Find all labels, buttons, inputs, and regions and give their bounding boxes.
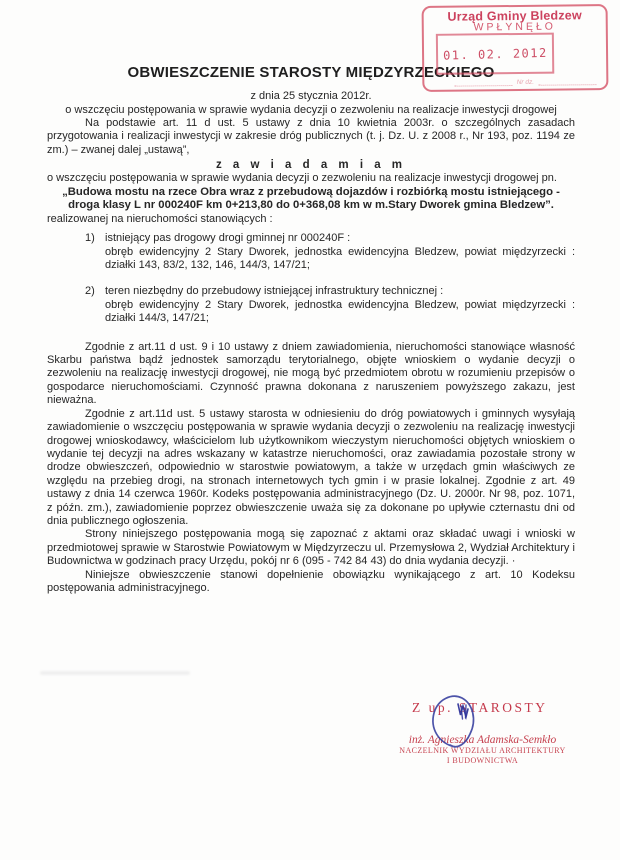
list-item-detail: obręb ewidencyjny 2 Stary Dworek, jednostka ewidencyjna Bledzew, powiat międzyrzecki : działki 143, 83/2, 132, 146, 144/3, 147/21; — [105, 245, 575, 272]
handwritten-signature — [425, 692, 489, 754]
stamp-received-label: WPŁYNĘŁO — [473, 20, 557, 34]
stamp-dotted-line — [538, 79, 596, 86]
list-item — [47, 232, 575, 272]
stamp-reference-label: Nr dz. — [516, 78, 535, 86]
paragraph: Niniejsze obwieszczenie stanowi dopełnienie obowiązku wynikającego z art. 10 Kodeksu postępowania administracyjnego. — [47, 568, 575, 594]
stamp-dotted-line — [454, 80, 512, 87]
list-item-head: istniejący pas drogowy drogi gminnej nr 000240F : — [105, 232, 351, 245]
signatory-name: inż. Agnieszka Adamska-Semkło — [408, 734, 557, 746]
project-title-line-2: droga klasy L nr 000240F km 0+213,80 do 0+368,08 km w m.Stary Dworek gmina Bledzew”. — [68, 199, 554, 212]
property-list — [47, 232, 575, 325]
paragraph: Strony niniejszego postępowania mogą się zapoznać z aktami oraz składać uwagi i wnioski w przedmiotowej sprawie w Starostwie Powiatowym w Międzyrzeczu ul. Przemysłowa 2, Wydział Architektury i Budownictwa w godzinach pracy Urzędu, pokój nr 6 (095 - 742 84 43) do dnia wydania decyzji. · — [47, 528, 575, 568]
list-item-head: teren niezbędny do przebudowy istniejącej infrastruktury technicznej : — [105, 285, 444, 298]
paragraph: Zgodnie z art.11d ust. 5 ustawy starosta w odniesieniu do dróg powiatowych i gminnych wysyłają zawiadomienie o wszczęciu postępowania w sprawie wydania decyzji o zezwoleniu na realizację inwestycji drogowej wnioskodawcy, właścicielom lub użytkownikom wieczystym nieruchomości objętych wnioskiem o wydanie tej decyzji na adres wskazany w katastrze nieruchomości, oraz zawiadamia pozostałe strony w drodze obwieszczeń, odpowiednio w starostwie powiatowym, a także w urzędach gmin właściwych ze względu na przebieg drogi, na stronach internetowych tych gmin i w prasie lokalnej. Zgodnie z art. 49 ustawy z dnia 14 czerwca 1960r. Kodeks postępowania administracyjnego (Dz. U. 2000r. Nr 98, poz. 1071, z późn. zm.), zawiadomienie poprzez obwieszczenie uważa się za dokonane po upływie czternastu dni od dnia publicznego ogłoszenia. — [47, 407, 575, 527]
notification-word: z a w i a d a m i a m — [215, 159, 407, 172]
list-item-number: 2) — [85, 285, 95, 298]
stamp-date: 01. 02. 2012 — [442, 45, 548, 63]
project-title-line-1: „Budowa mostu na rzece Obra wraz z przebudową dojazdów i rozbiórką mostu istniejącego - — [62, 185, 560, 198]
legal-basis-paragraph: Na podstawie art. 11 d ust. 5 ustawy z dnia 10 kwietnia 2003r. o szczególnych zasadach przygotowania i realizacji inwestycji w zakresie dróg publicznych (t. j. Dz. U. z 2008 r., Nr 193, poz. 1194 ze zm.) – zwanej dalej „ustawą”, — [47, 117, 575, 156]
list-item — [47, 285, 575, 325]
signatory-title-line-2: I BUDOWNICTWA — [446, 756, 519, 765]
received-stamp — [422, 4, 609, 92]
intro-paragraph: o wszczęciu postępowania w sprawie wydania decyzji o zezwoleniu na realizacje inwestycji drogowej pn. — [47, 172, 557, 185]
signature-authority: Z up. STAROSTY — [412, 700, 548, 715]
main-paragraphs — [47, 341, 575, 596]
stamp-reference-line — [454, 78, 596, 86]
stamp-office-name: Urząd Gminy Bledzew — [447, 8, 582, 24]
document-date: z dnia 25 stycznia 2012r. — [250, 90, 372, 102]
scan-artifact — [40, 671, 190, 675]
paragraph: Zgodnie z art.11 d ust. 9 i 10 ustawy z dniem zawiadomienia, nieruchomości stanowiące własność Skarbu państwa bądź jednostek samorządu terytorialnego, objęte wnioskiem o wydanie decyzji o zezwoleniu na realizację inwestycji drogowej, nie mogą być przedmiotem obrotu w rozumieniu przepisów o gospodarce nieruchomościami. Czynność prawna dokonana z naruszeniem powyższego zakazu, jest nieważna. — [47, 340, 575, 407]
signatory-title-line-1: NACZELNIK WYDZIAŁU ARCHITEKTURY — [399, 746, 566, 755]
list-item-detail: obręb ewidencyjny 2 Stary Dworek, jednostka ewidencyjna Bledzew, powiat międzyrzecki : działki 144/3, 147/21; — [105, 298, 575, 325]
signature-block — [390, 700, 575, 766]
list-item-number: 1) — [85, 232, 95, 245]
document-subject: o wszczęciu postępowania w sprawie wydania decyzji o zezwoleniu na realizacje inwestycji drogowej — [65, 103, 557, 116]
document-title: OBWIESZCZENIE STAROSTY MIĘDZYRZECKIEGO — [127, 64, 495, 81]
properties-intro: realizowanej na nieruchomości stanowiących : — [47, 212, 273, 225]
stamp-date-box — [436, 33, 554, 75]
